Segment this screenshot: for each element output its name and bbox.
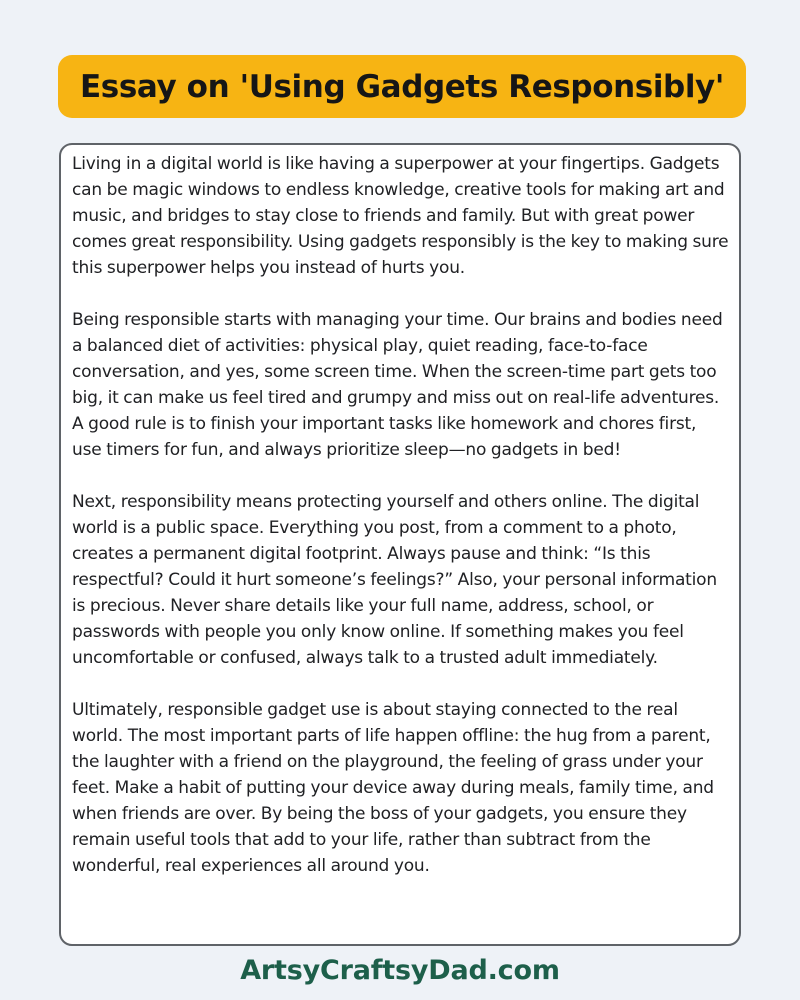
essay-paragraph-4: Ultimately, responsible gadget use is about staying connected to the real world. The most important parts of life happen offline: the hug from a parent, the laughter with a friend on the playground, the feeling of grass under your feet. Make a habit of putting your device away during meals, family time, and when friends are over. By being the boss of your gadgets, you ensure they remain useful tools that add to your life, rather than subtract from the wonderful, real experiences all around you. xyxy=(72,700,714,876)
essay-paragraph-3: Next, responsibility means protecting yourself and others online. The digital world is a public space. Everything you post, from a comment to a photo, creates a permanent digital footprint. Always pause and think: “Is this respectful? Could it hurt someone’s feelings?” Also, your personal information is precious. Never share details like your full name, address, school, or passwords with people you only know online. If something makes you feel uncomfortable or confused, always talk to a trusted adult immediately. xyxy=(72,492,717,668)
essay-paragraph-1: Living in a digital world is like having a superpower at your fingertips. Gadgets can be magic windows to endless knowledge, creative tools for making art and music, and bridges to stay close to friends and family. But with great power comes great responsibility. Using gadgets responsibly is the key to making sure this superpower helps you instead of hurts you. xyxy=(72,154,729,278)
page-title: Essay on 'Using Gadgets Responsibly' xyxy=(80,68,724,105)
footer-brand: ArtsyCraftsyDad.com xyxy=(240,955,560,986)
essay-paragraph-2: Being responsible starts with managing your time. Our brains and bodies need a balanced diet of activities: physical play, quiet reading, face-to-face conversation, and yes, some screen time. When the screen-time part gets too big, it can make us feel tired and grumpy and miss out on real-life adventures. A good rule is to finish your important tasks like homework and chores first, use timers for fun, and always prioritize sleep—no gadgets in bed! xyxy=(72,310,723,460)
essay-body xyxy=(59,143,741,946)
title-banner xyxy=(58,55,746,118)
